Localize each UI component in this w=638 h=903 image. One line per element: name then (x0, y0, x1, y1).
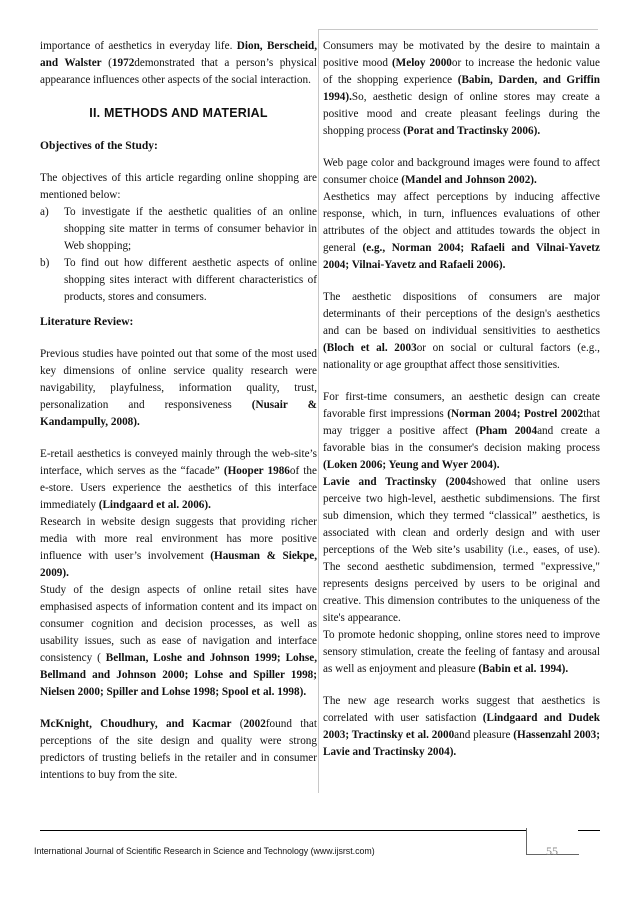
text-run: of the e-store. Users experience the aesthetics of this interface immediately (40, 465, 317, 511)
citation: (Norman 2004; Postrel 2002 (447, 408, 584, 420)
citation: (Hausman & Siekpe, 2009). (40, 550, 317, 579)
list-item: a) To investigate if the aesthetic qualities of an online shopping site matter in terms of consumer behavior in Web shopping; (40, 206, 317, 252)
text-run: So, aesthetic design of online stores may create a positive mood and create pleasant feelings during the shopping process (323, 91, 600, 137)
footer-rule (40, 830, 526, 831)
text-run: ( (101, 57, 112, 69)
paragraph (323, 627, 600, 678)
citation: (Nusair & Kandampully, 2008). (40, 399, 317, 428)
citation: 1972 (111, 57, 135, 69)
text-run: Consumers may be motivated by the desire to maintain a positive mood (323, 40, 600, 69)
paragraph (40, 38, 317, 89)
column-divider (318, 30, 319, 793)
left-column (40, 38, 317, 799)
text-run: The aesthetic dispositions of consumers are major determinants of their perceptions of the design's aesthetics and can be based on individual sensitivities to aesthetics (323, 291, 600, 337)
text-run: Web page color and background images were found to affect consumer choice (323, 157, 600, 186)
citation: (Bloch et al. 2003 (323, 342, 417, 354)
text-run: Study of the design aspects of online retail sites have emphasised aspects of information content and its impact on consumer cognition and decision processes, as well as usability issues, such as ease of navigation and interface consistency ( (40, 584, 317, 664)
paragraph (323, 155, 600, 189)
text-run: and create a favorable bias in the consumer's decision making process (323, 425, 600, 454)
paragraph (40, 346, 317, 431)
citation: (Lindgaard et al. 2006). (98, 499, 211, 511)
section-heading: II. METHODS AND MATERIAL (89, 106, 268, 120)
text-run: To promote hedonic shopping, online stores need to improve sensory stimulation, create the feeling of fantasy and arousal as well as enjoyment and pleasure (323, 629, 600, 675)
citation: (Hassenzahl 2003; Lavie and Tractinsky 2004). (323, 729, 600, 758)
citation: (Hooper 1986 (223, 465, 290, 477)
text-run: For first-time consumers, an aesthetic design can create favorable first impressions (323, 391, 600, 420)
text-run: Research in website design suggests that providing richer media with more real environment has more positive influence with user’s involvement (40, 516, 317, 562)
objectives-intro: The objectives of this article regarding online shopping are mentioned below: (40, 172, 317, 201)
paragraph (323, 289, 600, 374)
list-item: b) To find out how different aesthetic aspects of online shopping sites interact with different characteristics of products, stores and consumers. (40, 257, 317, 303)
paragraph (40, 446, 317, 514)
text-run: or to increase the hedonic value of the shopping experience (323, 57, 600, 86)
citation: (Mandel and Johnson 2002). (401, 174, 537, 186)
citation: (Babin et al. 1994). (478, 663, 569, 675)
citation: McKnight, Choudhury, and Kacmar (40, 718, 232, 730)
citation: (Pham 2004 (475, 425, 538, 437)
text-run: E-retail aesthetics is conveyed mainly through the web-site’s interface, which serves as the “facade” (40, 448, 317, 477)
citation: (Lindgaard and Dudek 2003; Tractinsky et al. 2000 (323, 712, 600, 741)
journal-footer: International Journal of Scientific Research in Science and Technology (www.ijsrst.com) (34, 846, 375, 856)
text-run: found that perceptions of the site design and quality were strong predictors of trusting beliefs in the retailer and in consumer intentions to buy from the site. (40, 718, 317, 781)
citation: Dion, Berscheid, and Walster (40, 40, 317, 69)
text-run: ( (231, 718, 244, 730)
citation: Bellman, Loshe and Johnson 1999; Lohse, Bellmand and Johnson 2000; Lohse and Spiller 1998; Nielsen 2000; Spiller and Lohse 1998; Spool et al. 1998). (40, 652, 317, 698)
paragraph (323, 189, 600, 274)
right-column (323, 38, 600, 776)
text-run: importance of aesthetics in everyday life. (40, 40, 237, 52)
paragraph (40, 716, 317, 784)
citation: (e.g., Norman 2004; Rafaeli and Vilnai-Yavetz 2004; Vilnai-Yavetz and Rafaeli 2006). (323, 242, 600, 271)
paragraph (323, 474, 600, 627)
footer-rule-tail (578, 830, 600, 831)
citation: Lavie and Tractinsky (2004 (323, 476, 472, 488)
paragraph (40, 514, 317, 582)
citation: (Babin, Darden, and Griffin 1994). (323, 74, 600, 103)
text-run: Previous studies have pointed out that some of the most used key dimensions of online service quality research were navigability, playfulness, information quality, trust, personalization and responsiveness (40, 348, 317, 411)
objectives-list (40, 204, 317, 306)
text-run: showed that online users perceive two high-level, aesthetic subdimensions. The first sub dimension, which they termed “classical” aesthetics, is associated with clean and orderly design and with user perceptions of the Web site’s usability (i.e., eases, of use). The second aesthetic subdimension, termed "expressive," represents designs perceived by users to be original and creative. This dimension contributes to the uniqueness of the site's appearance. (323, 476, 600, 624)
paragraph (323, 693, 600, 761)
text-run: or on social or cultural factors (e.g., nationality or age groupthat affect those sensitivities. (323, 342, 600, 371)
text-run: that may trigger a positive affect (323, 408, 600, 437)
citation: (Loken 2006; Yeung and Wyer 2004). (323, 459, 500, 471)
page-number: 55 (546, 844, 558, 858)
text-run: Aesthetics may affect perceptions by inducing affective response, which, in turn, influences evaluations of other attributes of the object and attitudes towards the object in general (323, 191, 600, 254)
paragraph (323, 389, 600, 474)
top-rule (318, 29, 598, 30)
text-run: demonstrated that a person’s physical appearance influences other aspects of the social interaction. (40, 57, 317, 86)
objectives-heading: Objectives of the Study: (40, 140, 158, 152)
paragraph (40, 582, 317, 701)
citation: (Porat and Tractinsky 2006). (403, 125, 541, 137)
literature-heading: Literature Review: (40, 316, 134, 328)
citation: (Meloy 2000 (391, 57, 452, 69)
paragraph (323, 38, 600, 140)
citation: 2002 (243, 718, 266, 730)
text-run: The new age research works suggest that aesthetics is correlated with user satisfaction (323, 695, 600, 724)
text-run: and pleasure (454, 729, 514, 741)
